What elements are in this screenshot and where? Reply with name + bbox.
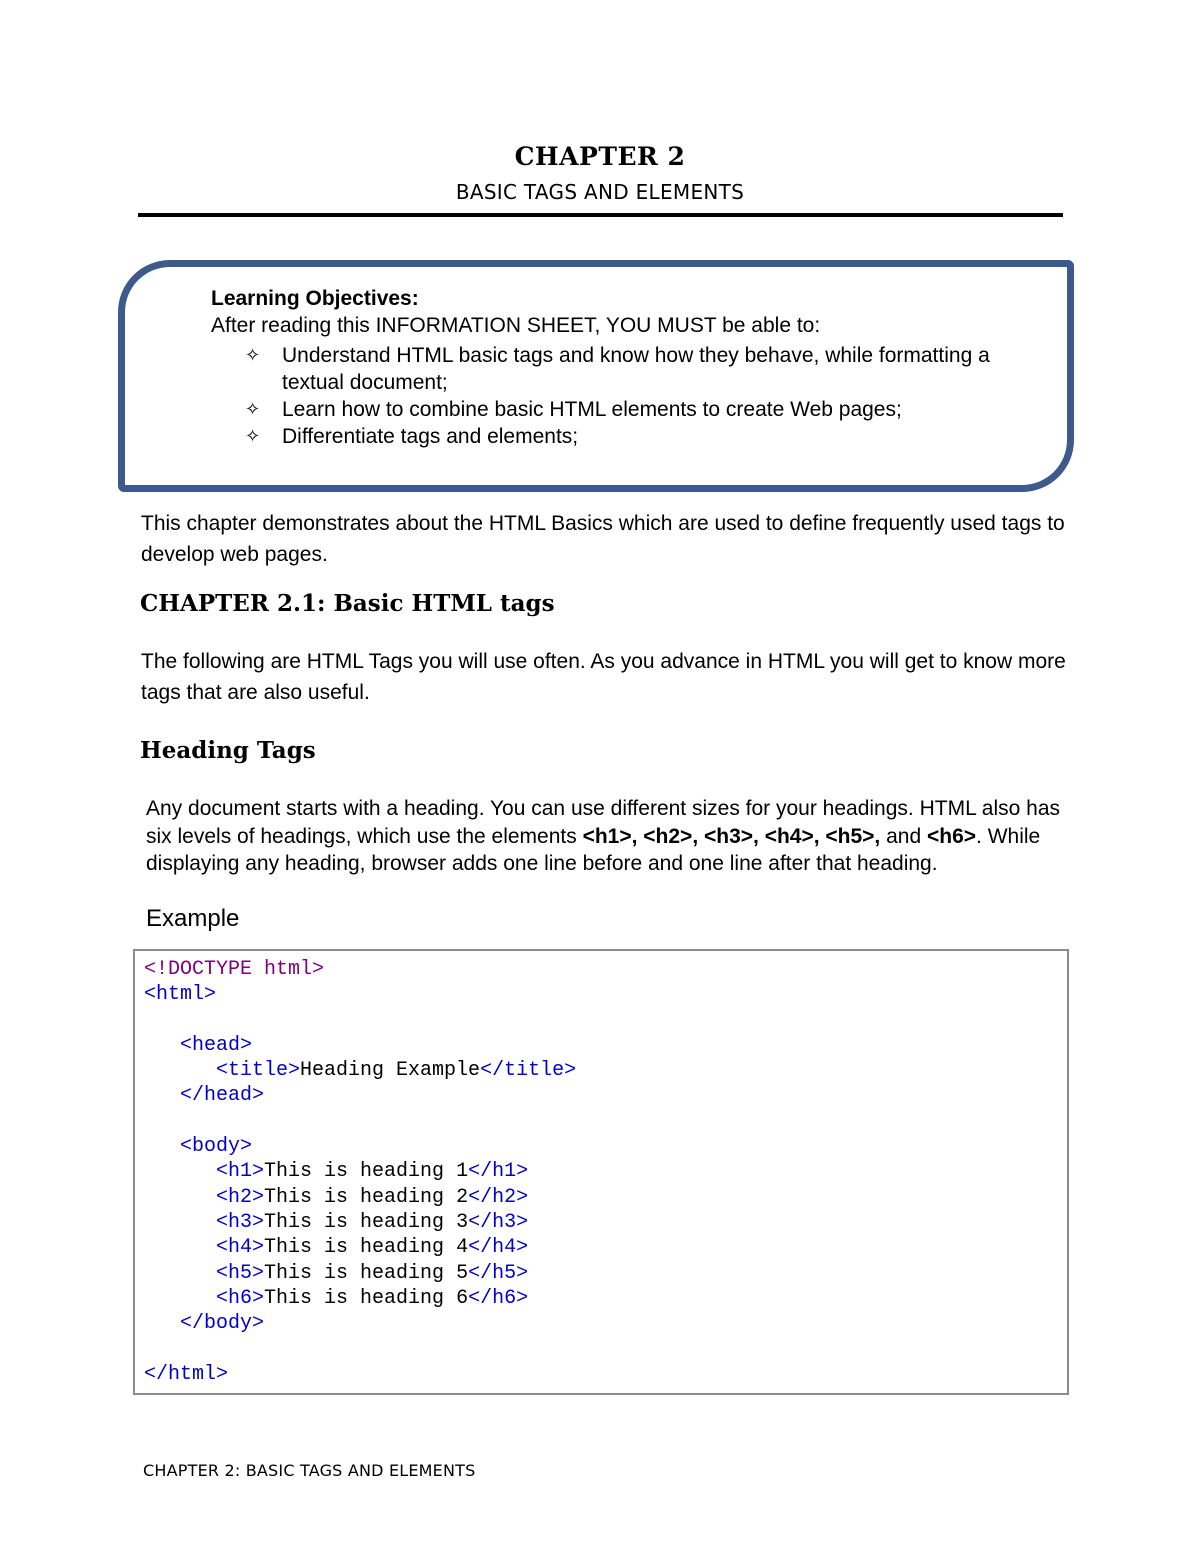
- code-line: [144, 1084, 264, 1107]
- objectives-heading: Learning Objectives:: [211, 287, 419, 310]
- objective-item: [245, 423, 1005, 450]
- code-text: This is heading 6: [264, 1286, 469, 1310]
- code-line: [144, 1211, 528, 1234]
- code-line: [144, 1186, 528, 1209]
- code-tag: <title>: [216, 1059, 301, 1083]
- paragraph-text: Any document starts with a heading. You can use different sizes for your headings. HTML also has six levels of headings, which use the elements: [146, 797, 1061, 848]
- objective-text: Learn how to combine basic HTML elements to create Web pages;: [282, 398, 902, 421]
- code-doctype: <!DOCTYPE html>: [144, 958, 325, 981]
- code-text: This is heading 5: [264, 1261, 469, 1285]
- code-line: [144, 1287, 528, 1310]
- code-tag: </h2>: [468, 1185, 529, 1209]
- heading-tag-last: <h6>: [926, 824, 977, 848]
- paragraph-text: . While displaying any heading, browser adds one line before and one line after that heading.: [146, 824, 1041, 875]
- code-text: Heading Example: [300, 1059, 481, 1083]
- code-line: [144, 1160, 528, 1183]
- code-line: [144, 1312, 264, 1335]
- code-tag: <h4>: [216, 1236, 265, 1260]
- code-tag: <h3>: [216, 1210, 265, 1234]
- example-label: Example: [146, 905, 240, 932]
- code-line: [144, 1236, 528, 1259]
- code-line: [144, 983, 216, 1006]
- code-line: [144, 1363, 228, 1386]
- code-tag: </h4>: [468, 1236, 529, 1260]
- objectives-intro: After reading this INFORMATION SHEET, YOU MUST be able to:: [211, 314, 821, 337]
- intro-paragraph: This chapter demonstrates about the HTML Basics which are used to define frequently used tags to develop web pages.: [141, 512, 1065, 566]
- code-tag: </h6>: [468, 1286, 529, 1310]
- code-tag: </html>: [144, 1362, 229, 1386]
- code-text: This is heading 1: [264, 1160, 469, 1184]
- code-tag: <body>: [180, 1135, 253, 1159]
- code-tag: <h1>: [216, 1160, 265, 1184]
- code-text: This is heading 2: [264, 1185, 469, 1209]
- code-tag: <head>: [180, 1033, 253, 1057]
- code-line: [144, 1135, 252, 1158]
- code-line: [144, 1059, 576, 1082]
- code-line: [144, 958, 324, 981]
- objective-item: [245, 396, 1005, 423]
- code-block: [144, 957, 576, 1387]
- chapter-subtitle: BASIC TAGS AND ELEMENTS: [455, 180, 745, 204]
- objectives-list: [245, 342, 1005, 450]
- code-tag: </head>: [180, 1084, 265, 1108]
- diamond-bullet-icon: ✧: [245, 345, 261, 366]
- chapter-title: CHAPTER 2: [514, 142, 686, 171]
- code-tag: <h2>: [216, 1185, 265, 1209]
- code-tag: </h3>: [468, 1210, 529, 1234]
- code-text: This is heading 4: [264, 1236, 469, 1260]
- code-tag: </title>: [480, 1059, 577, 1083]
- heading-tags-paragraph: [146, 795, 1066, 878]
- heading-tags-title: Heading Tags: [140, 737, 316, 764]
- section-heading: CHAPTER 2.1: Basic HTML tags: [140, 590, 555, 617]
- paragraph-text: and: [880, 824, 927, 848]
- heading-tag-list: <h1>, <h2>, <h3>, <h4>, <h5>,: [582, 824, 881, 848]
- objective-text: Understand HTML basic tags and know how they behave, while formatting a textual document;: [282, 344, 990, 394]
- objective-text: Differentiate tags and elements;: [282, 425, 579, 448]
- code-tag: </h1>: [468, 1160, 529, 1184]
- diamond-bullet-icon: ✧: [245, 426, 261, 447]
- code-tag: <h6>: [216, 1286, 265, 1310]
- page-footer: CHAPTER 2: BASIC TAGS AND ELEMENTS: [143, 1461, 476, 1480]
- code-tag: <html>: [144, 983, 217, 1007]
- code-tag: </body>: [180, 1312, 265, 1336]
- section-paragraph: The following are HTML Tags you will use often. As you advance in HTML you will get to know more tags that are also useful.: [141, 650, 1066, 704]
- diamond-bullet-icon: ✧: [245, 399, 261, 420]
- code-tag: <h5>: [216, 1261, 265, 1285]
- code-line: [144, 1262, 528, 1285]
- code-text: This is heading 3: [264, 1210, 469, 1234]
- code-tag: </h5>: [468, 1261, 529, 1285]
- header-divider: [138, 213, 1063, 217]
- code-example-box: [133, 949, 1069, 1395]
- objective-item: [245, 342, 1005, 396]
- code-line: [144, 1034, 252, 1057]
